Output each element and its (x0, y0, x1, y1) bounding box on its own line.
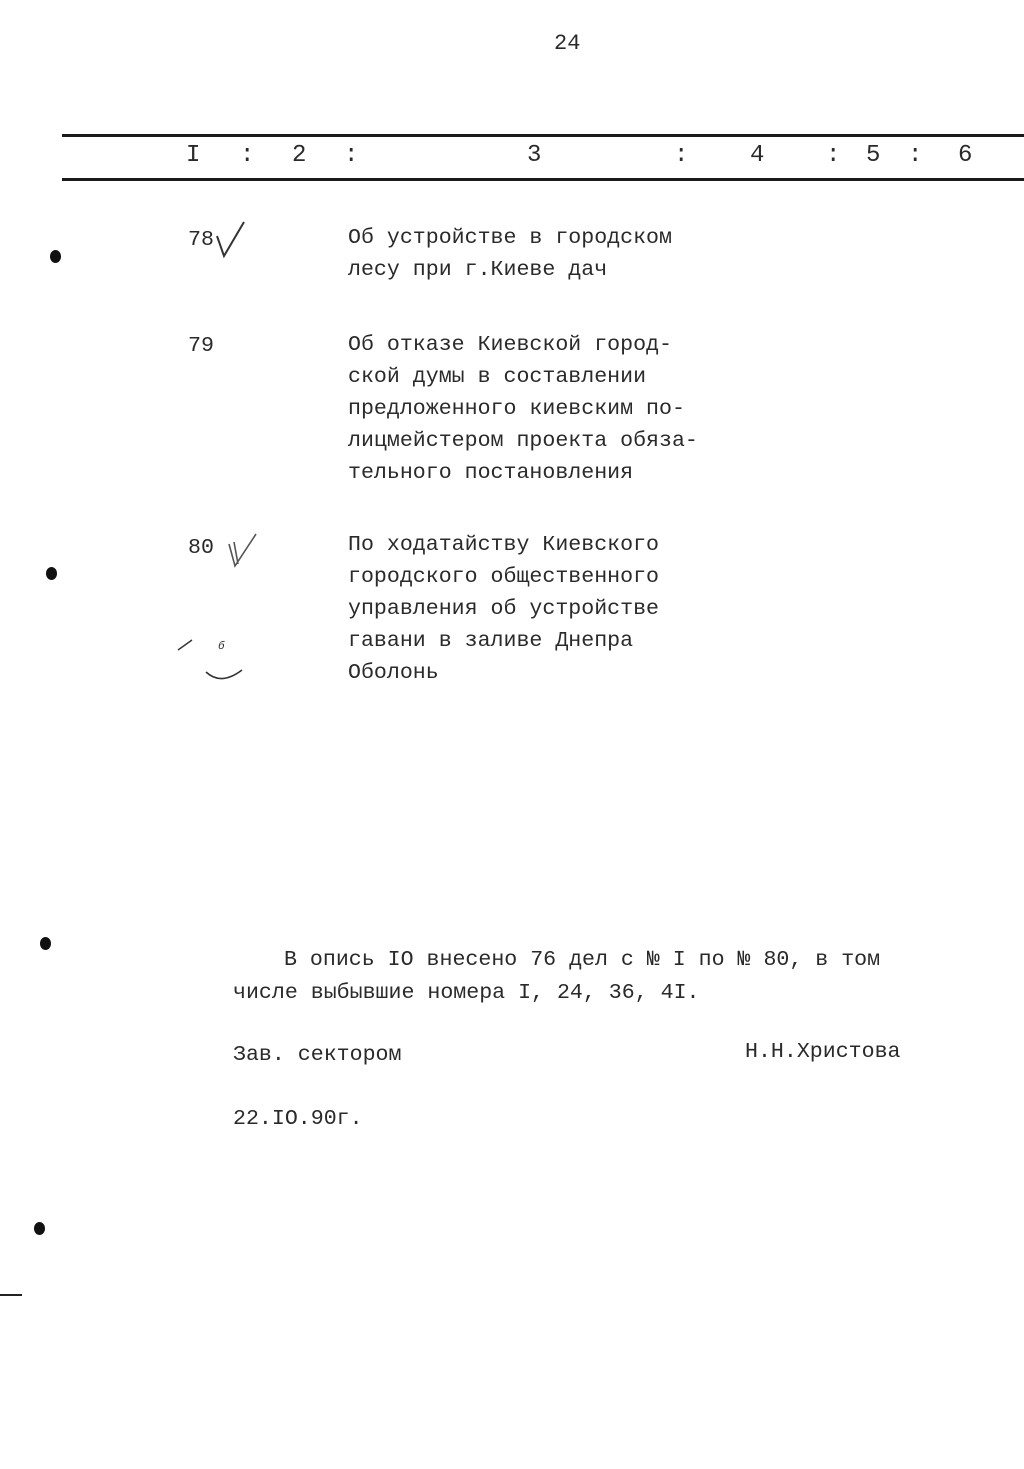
header-bottom-rule (62, 178, 1024, 181)
column-header-1: I (186, 142, 201, 169)
punch-hole (34, 1222, 45, 1235)
entry-number: 80 (188, 536, 214, 560)
description-line: По ходатайству Киевского (348, 533, 660, 557)
description-line: ской думы в составлении (348, 365, 647, 389)
description-line: гавани в заливе Днепра (348, 629, 634, 653)
checkmark-icon (214, 218, 248, 260)
column-separator: : (908, 142, 923, 169)
pencil-mark-icon (176, 630, 256, 686)
column-separator: : (344, 142, 359, 169)
description-line: предложенного киевским по- (348, 397, 685, 421)
description-line: лицмейстером проекта обяза- (348, 429, 698, 453)
signature-name: Н.Н.Христова (745, 1040, 901, 1064)
summary-line-2: числе выбывшие номера I, 24, 36, 4I. (233, 981, 700, 1005)
column-separator: : (826, 142, 841, 169)
column-header-4: 4 (750, 142, 765, 169)
margin-note: б (218, 641, 225, 653)
column-header-2: 2 (292, 142, 307, 169)
header-top-rule (62, 134, 1024, 137)
description-line: Об устройстве в городском (348, 226, 672, 250)
entry-number: 78 (188, 228, 214, 252)
column-header-6: 6 (958, 142, 973, 169)
column-separator: : (240, 142, 255, 169)
punch-hole (46, 567, 57, 580)
description-line: управления об устройстве (348, 597, 660, 621)
entry-number: 79 (188, 334, 214, 358)
column-separator: : (674, 142, 689, 169)
description-line: тельного постановления (348, 461, 634, 485)
column-header-3: 3 (527, 142, 542, 169)
page-number: 24 (554, 31, 581, 56)
checkmark-icon (226, 530, 260, 570)
description-line: Об отказе Киевской город- (348, 333, 672, 357)
scan-edge-mark (0, 1294, 22, 1296)
punch-hole (50, 250, 61, 263)
summary-line-1: В опись IO внесено 76 дел с № I по № 80, в том (284, 948, 881, 972)
column-header-5: 5 (866, 142, 881, 169)
signature-position: Зав. сектором (233, 1043, 402, 1067)
description-line: Оболонь (348, 661, 439, 685)
description-line: городского общественного (348, 565, 660, 589)
signature-date: 22.IO.90г. (233, 1107, 363, 1131)
description-line: лесу при г.Киеве дач (348, 258, 608, 282)
punch-hole (40, 937, 51, 950)
